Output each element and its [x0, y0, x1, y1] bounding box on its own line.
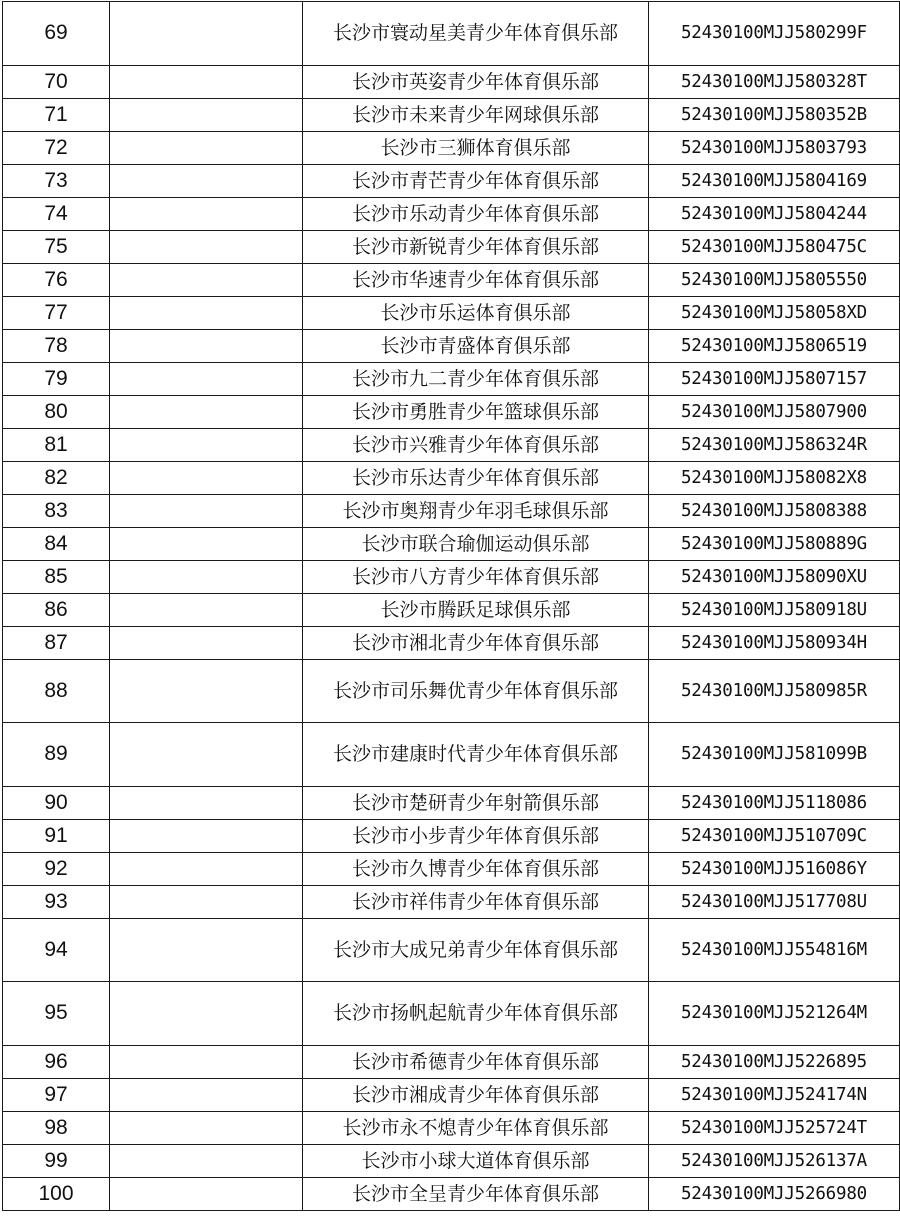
club-name-cell	[303, 197, 649, 230]
empty-cell	[110, 2, 303, 66]
table-row	[3, 1144, 900, 1177]
table-row	[3, 918, 900, 982]
club-name: 长沙市湘成青少年体育俱乐部	[351, 1083, 599, 1106]
empty-cell	[110, 329, 303, 362]
credit-code: 52430100MJJ58082X8	[649, 461, 900, 494]
empty-cell	[110, 428, 303, 461]
table-row	[3, 98, 900, 131]
row-number: 78	[3, 329, 110, 362]
table-row	[3, 428, 900, 461]
empty-cell	[110, 527, 303, 560]
credit-code: 52430100MJJ517708U	[649, 885, 900, 918]
empty-cell	[110, 98, 303, 131]
row-number: 71	[3, 98, 110, 131]
club-name: 长沙市扬帆起航青少年体育俱乐部	[332, 1002, 618, 1025]
empty-cell	[110, 786, 303, 819]
empty-cell	[110, 362, 303, 395]
row-number: 99	[3, 1144, 110, 1177]
credit-code: 52430100MJJ5807900	[649, 395, 900, 428]
club-name-cell	[303, 659, 649, 723]
table-row	[3, 263, 900, 296]
table-row	[3, 982, 900, 1046]
row-number: 100	[3, 1177, 110, 1210]
club-name-cell	[303, 263, 649, 296]
empty-cell	[110, 918, 303, 982]
club-name: 长沙市勇胜青少年篮球俱乐部	[351, 400, 599, 423]
club-name-cell	[303, 2, 649, 66]
credit-code: 52430100MJJ58058XD	[649, 296, 900, 329]
table-row	[3, 723, 900, 787]
row-number: 93	[3, 885, 110, 918]
club-name: 长沙市未来青少年网球俱乐部	[351, 103, 599, 126]
row-number: 76	[3, 263, 110, 296]
empty-cell	[110, 723, 303, 787]
club-name: 长沙市青盛体育俱乐部	[380, 334, 571, 357]
row-number: 81	[3, 428, 110, 461]
credit-code: 52430100MJJ5266980	[649, 1177, 900, 1210]
credit-code: 52430100MJJ5807157	[649, 362, 900, 395]
empty-cell	[110, 65, 303, 98]
empty-cell	[110, 852, 303, 885]
row-number: 85	[3, 560, 110, 593]
club-name-cell	[303, 65, 649, 98]
row-number: 94	[3, 918, 110, 982]
club-name-cell	[303, 1111, 649, 1144]
club-name: 长沙市华速青少年体育俱乐部	[351, 268, 599, 291]
table-row	[3, 659, 900, 723]
club-name-cell	[303, 560, 649, 593]
club-name-cell	[303, 1177, 649, 1210]
club-name: 长沙市司乐舞优青少年体育俱乐部	[332, 679, 618, 702]
row-number: 75	[3, 230, 110, 263]
row-number: 70	[3, 65, 110, 98]
club-name: 长沙市八方青少年体育俱乐部	[351, 565, 599, 588]
credit-code: 52430100MJJ586324R	[649, 428, 900, 461]
club-name-cell	[303, 626, 649, 659]
club-name: 长沙市小球大道体育俱乐部	[361, 1149, 590, 1172]
club-name: 长沙市九二青少年体育俱乐部	[351, 367, 599, 390]
club-name: 长沙市联合瑜伽运动俱乐部	[361, 532, 590, 555]
table-row	[3, 395, 900, 428]
club-name-cell	[303, 982, 649, 1046]
table-row	[3, 527, 900, 560]
credit-code: 52430100MJJ5808388	[649, 494, 900, 527]
table-row	[3, 885, 900, 918]
club-name: 长沙市三狮体育俱乐部	[380, 136, 571, 159]
credit-code: 52430100MJJ516086Y	[649, 852, 900, 885]
credit-code: 52430100MJJ524174N	[649, 1078, 900, 1111]
club-name-cell	[303, 1144, 649, 1177]
club-name: 长沙市英姿青少年体育俱乐部	[351, 70, 599, 93]
club-name-cell	[303, 296, 649, 329]
table-row	[3, 362, 900, 395]
row-number: 86	[3, 593, 110, 626]
club-name: 长沙市楚研青少年射箭俱乐部	[351, 791, 599, 814]
table-row	[3, 786, 900, 819]
credit-code: 52430100MJJ5804244	[649, 197, 900, 230]
club-name-cell	[303, 723, 649, 787]
table-row	[3, 1111, 900, 1144]
club-name-cell	[303, 1045, 649, 1078]
empty-cell	[110, 626, 303, 659]
credit-code: 52430100MJJ580299F	[649, 2, 900, 66]
row-number: 87	[3, 626, 110, 659]
credit-code: 52430100MJJ580985R	[649, 659, 900, 723]
club-name-cell	[303, 329, 649, 362]
credit-code: 52430100MJJ580889G	[649, 527, 900, 560]
club-registry-table	[2, 1, 900, 1211]
club-name-cell	[303, 98, 649, 131]
club-name-cell	[303, 131, 649, 164]
table-body	[3, 2, 900, 1211]
table-row	[3, 560, 900, 593]
credit-code: 52430100MJJ581099B	[649, 723, 900, 787]
credit-code: 52430100MJJ580352B	[649, 98, 900, 131]
empty-cell	[110, 885, 303, 918]
club-name-cell	[303, 362, 649, 395]
club-name: 长沙市寰动星美青少年体育俱乐部	[332, 22, 618, 45]
credit-code: 52430100MJJ580934H	[649, 626, 900, 659]
table-row	[3, 1045, 900, 1078]
credit-code: 52430100MJJ580328T	[649, 65, 900, 98]
table-row	[3, 65, 900, 98]
club-name: 长沙市乐达青少年体育俱乐部	[351, 466, 599, 489]
row-number: 98	[3, 1111, 110, 1144]
credit-code: 52430100MJJ5226895	[649, 1045, 900, 1078]
row-number: 74	[3, 197, 110, 230]
credit-code: 52430100MJJ510709C	[649, 819, 900, 852]
club-name: 长沙市乐运体育俱乐部	[380, 301, 571, 324]
club-name-cell	[303, 230, 649, 263]
credit-code: 52430100MJJ5803793	[649, 131, 900, 164]
credit-code: 52430100MJJ5805550	[649, 263, 900, 296]
row-number: 83	[3, 494, 110, 527]
row-number: 91	[3, 819, 110, 852]
table-row	[3, 1177, 900, 1210]
club-name: 长沙市久博青少年体育俱乐部	[351, 857, 599, 880]
empty-cell	[110, 1144, 303, 1177]
table-row	[3, 2, 900, 66]
club-name-cell	[303, 461, 649, 494]
empty-cell	[110, 131, 303, 164]
empty-cell	[110, 296, 303, 329]
row-number: 79	[3, 362, 110, 395]
row-number: 88	[3, 659, 110, 723]
credit-code: 52430100MJJ580918U	[649, 593, 900, 626]
empty-cell	[110, 263, 303, 296]
empty-cell	[110, 461, 303, 494]
empty-cell	[110, 230, 303, 263]
row-number: 84	[3, 527, 110, 560]
club-name: 长沙市永不熄青少年体育俱乐部	[342, 1116, 609, 1139]
credit-code: 52430100MJJ554816M	[649, 918, 900, 982]
empty-cell	[110, 659, 303, 723]
row-number: 80	[3, 395, 110, 428]
club-name: 长沙市奥翔青少年羽毛球俱乐部	[342, 499, 609, 522]
row-number: 89	[3, 723, 110, 787]
empty-cell	[110, 1111, 303, 1144]
empty-cell	[110, 494, 303, 527]
club-name: 长沙市新锐青少年体育俱乐部	[351, 235, 599, 258]
row-number: 90	[3, 786, 110, 819]
row-number: 69	[3, 2, 110, 66]
table-row	[3, 494, 900, 527]
club-name-cell	[303, 918, 649, 982]
club-name: 长沙市腾跃足球俱乐部	[380, 598, 571, 621]
empty-cell	[110, 560, 303, 593]
club-name: 长沙市兴雅青少年体育俱乐部	[351, 433, 599, 456]
table-row	[3, 852, 900, 885]
table-row	[3, 626, 900, 659]
empty-cell	[110, 593, 303, 626]
table-row	[3, 131, 900, 164]
table-row	[3, 819, 900, 852]
credit-code: 52430100MJJ5118086	[649, 786, 900, 819]
row-number: 72	[3, 131, 110, 164]
credit-code: 52430100MJJ525724T	[649, 1111, 900, 1144]
credit-code: 52430100MJJ5806519	[649, 329, 900, 362]
club-name-cell	[303, 593, 649, 626]
club-name: 长沙市青芒青少年体育俱乐部	[351, 169, 599, 192]
row-number: 77	[3, 296, 110, 329]
table-row	[3, 1078, 900, 1111]
club-name: 长沙市湘北青少年体育俱乐部	[351, 631, 599, 654]
club-name: 长沙市乐动青少年体育俱乐部	[351, 202, 599, 225]
club-name-cell	[303, 164, 649, 197]
club-name-cell	[303, 527, 649, 560]
club-name: 长沙市小步青少年体育俱乐部	[351, 824, 599, 847]
row-number: 96	[3, 1045, 110, 1078]
empty-cell	[110, 819, 303, 852]
row-number: 73	[3, 164, 110, 197]
table-row	[3, 296, 900, 329]
table-row	[3, 329, 900, 362]
credit-code: 52430100MJJ521264M	[649, 982, 900, 1046]
empty-cell	[110, 197, 303, 230]
club-name: 长沙市大成兄弟青少年体育俱乐部	[332, 938, 618, 961]
club-name-cell	[303, 494, 649, 527]
empty-cell	[110, 982, 303, 1046]
empty-cell	[110, 1177, 303, 1210]
club-name-cell	[303, 885, 649, 918]
credit-code: 52430100MJJ5804169	[649, 164, 900, 197]
club-name-cell	[303, 819, 649, 852]
club-name: 长沙市建康时代青少年体育俱乐部	[332, 743, 618, 766]
credit-code: 52430100MJJ580475C	[649, 230, 900, 263]
empty-cell	[110, 1045, 303, 1078]
credit-code: 52430100MJJ526137A	[649, 1144, 900, 1177]
table-row	[3, 593, 900, 626]
empty-cell	[110, 1078, 303, 1111]
table-row	[3, 461, 900, 494]
row-number: 82	[3, 461, 110, 494]
table-row	[3, 197, 900, 230]
table-row	[3, 230, 900, 263]
row-number: 97	[3, 1078, 110, 1111]
club-name-cell	[303, 786, 649, 819]
club-name: 长沙市希德青少年体育俱乐部	[351, 1050, 599, 1073]
row-number: 95	[3, 982, 110, 1046]
club-name-cell	[303, 852, 649, 885]
credit-code: 52430100MJJ58090XU	[649, 560, 900, 593]
club-name: 长沙市全呈青少年体育俱乐部	[351, 1182, 599, 1205]
club-name-cell	[303, 395, 649, 428]
club-name-cell	[303, 428, 649, 461]
club-name-cell	[303, 1078, 649, 1111]
club-name: 长沙市祥伟青少年体育俱乐部	[351, 890, 599, 913]
empty-cell	[110, 164, 303, 197]
empty-cell	[110, 395, 303, 428]
row-number: 92	[3, 852, 110, 885]
table-row	[3, 164, 900, 197]
